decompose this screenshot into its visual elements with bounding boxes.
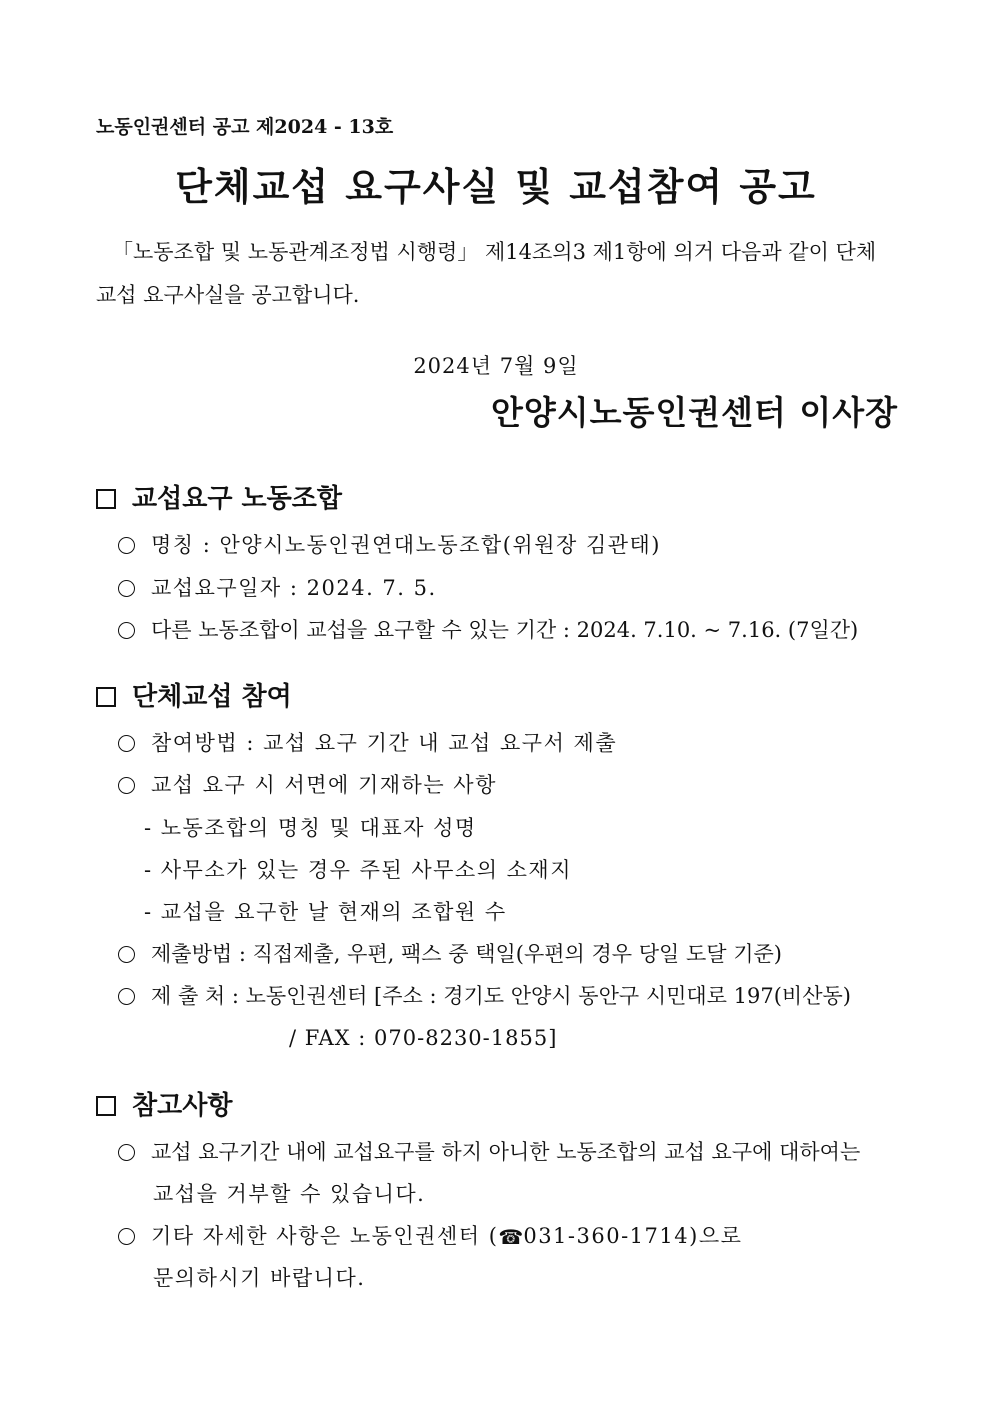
square-bullet-icon [96, 489, 116, 509]
circle-bullet-icon [118, 946, 135, 963]
issuer: 안양시노동인권센터 이사장 [490, 393, 898, 432]
circle-bullet-icon [118, 735, 135, 752]
section-union-title: 교섭요구 노동조합 [132, 484, 342, 514]
written-item: - 사무소가 있는 경우 주된 사무소의 소재지 [144, 858, 573, 882]
union-item-name [118, 535, 661, 556]
phone-icon: ☎ [498, 1224, 524, 1249]
square-bullet-icon [96, 1096, 116, 1116]
circle-bullet-icon [118, 622, 135, 639]
intro-line-2: 교섭 요구사실을 공고합니다. [96, 283, 360, 307]
reference-item-2-prefix: 기타 자세한 사항은 노동인권센터 ( [151, 1224, 499, 1248]
circle-bullet-icon [118, 777, 135, 794]
section-reference-title: 참고사항 [132, 1091, 233, 1121]
submit-method [118, 944, 782, 965]
reference-item-1-text: 교섭 요구기간 내에 교섭요구를 하지 아니한 노동조합의 교섭 요구에 대하여는 [151, 1140, 861, 1164]
written-item: - 노동조합의 명칭 및 대표자 성명 [144, 816, 477, 840]
square-bullet-icon [96, 687, 116, 707]
participation-method [118, 733, 617, 754]
union-item-text: 교섭요구일자 : 2024. 7. 5. [151, 576, 437, 600]
circle-bullet-icon [118, 988, 135, 1005]
written-item: - 교섭을 요구한 날 현재의 조합원 수 [144, 900, 507, 924]
reference-item-2 [118, 1226, 742, 1247]
participation-method-text: 참여방법 : 교섭 요구 기간 내 교섭 요구서 제출 [151, 731, 618, 755]
written-items-title-text: 교섭 요구 시 서면에 기재하는 사항 [151, 773, 497, 797]
union-item-request-date [118, 578, 437, 599]
intro-line-1: 「노동조합 및 노동관계조정법 시행령」 제14조의3 제1항에 의거 다음과 같이 단체 [112, 240, 877, 264]
reference-item-2-cont: 문의하시기 바랍니다. [153, 1266, 366, 1290]
notice-number: 노동인권센터 공고 제2024 - 13호 [96, 116, 394, 138]
union-item-text: 명칭 : 안양시노동인권연대노동조합(위원장 김관태) [151, 533, 661, 557]
circle-bullet-icon [118, 580, 135, 597]
union-item-text: 다른 노동조합이 교섭을 요구할 수 있는 기간 : 2024. 7.10. ~ 7.16. (7일간) [151, 618, 859, 642]
reference-item-1-cont: 교섭을 거부할 수 있습니다. [153, 1182, 426, 1206]
circle-bullet-icon [118, 537, 135, 554]
page-title: 단체교섭 요구사실 및 교섭참여 공고 [175, 164, 817, 209]
section-participation-title: 단체교섭 참여 [132, 682, 292, 712]
submit-place-fax: / FAX : 070-8230-1855] [289, 1026, 558, 1050]
circle-bullet-icon [118, 1228, 135, 1245]
circle-bullet-icon [118, 1144, 135, 1161]
section-reference-heading [96, 1093, 232, 1119]
reference-item-1 [118, 1142, 860, 1163]
submit-place-text: 제 출 처 : 노동인권센터 [주소 : 경기도 안양시 동안구 시민대로 197(비산동) [151, 984, 851, 1008]
written-items-title [118, 775, 497, 796]
reference-item-2-phone: 031-360-1714)으로 [523, 1224, 743, 1248]
union-item-period [118, 620, 858, 641]
submit-method-text: 제출방법 : 직접제출, 우편, 팩스 중 택일(우편의 경우 당일 도달 기준) [151, 942, 782, 966]
notice-date: 2024년 7월 9일 [413, 354, 579, 378]
section-participation-heading [96, 684, 292, 710]
section-union-heading [96, 486, 342, 512]
submit-place [118, 986, 851, 1007]
